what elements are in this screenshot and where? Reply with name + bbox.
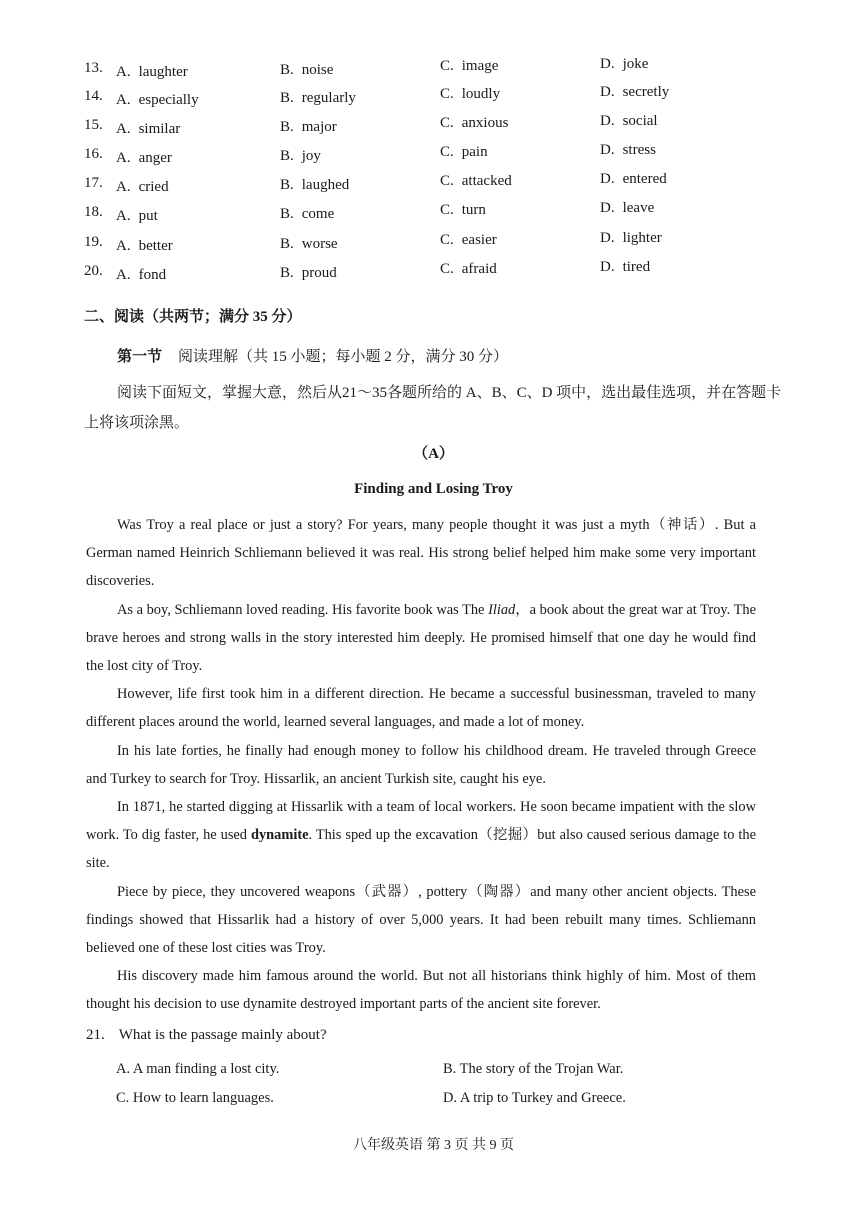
option-text: worse xyxy=(301,236,338,252)
paragraph-text: As a boy, Schliemann loved reading. His favorite book was The xyxy=(117,601,489,618)
option-text: loudly xyxy=(461,86,501,102)
option-c xyxy=(440,232,497,249)
question-number: 20. xyxy=(84,263,103,279)
question-number: 14. xyxy=(84,88,103,104)
option-b xyxy=(280,236,338,253)
option-row xyxy=(84,173,844,201)
option-text: put xyxy=(138,208,158,224)
option-text: stress xyxy=(622,142,656,158)
question-text: What is the passage mainly about? xyxy=(118,1027,327,1043)
option-text: cried xyxy=(138,179,169,195)
option-text: afraid xyxy=(461,261,497,277)
option-d xyxy=(600,84,669,101)
option-a xyxy=(116,121,180,138)
section-title: 二、阅读（共两节；满分 35 分） xyxy=(84,309,302,325)
passage-title: Finding and Losing Troy xyxy=(354,481,513,497)
option-letter: C. xyxy=(440,232,454,248)
option-a xyxy=(116,238,173,255)
option-a xyxy=(116,267,166,284)
option-letter: A. xyxy=(116,238,131,254)
option-text: anger xyxy=(138,150,172,166)
option-b: B. The story of the Trojan War. xyxy=(443,1061,624,1077)
option-c xyxy=(440,261,497,278)
option-row xyxy=(84,86,844,114)
option-d xyxy=(600,230,662,247)
option-text: fond xyxy=(138,267,167,283)
paragraph-text: ，a book about the great war at Troy. The brave heroes and strong walls in the story interested him deeply. He promised himself that one day he would find the lost city of Troy. xyxy=(86,601,757,675)
option-letter: B. xyxy=(280,119,294,135)
option-letter: D. xyxy=(600,230,615,246)
option-b xyxy=(280,265,337,282)
option-d xyxy=(600,56,648,73)
page-footer: 八年级英语 第 3 页 共 9 页 xyxy=(353,1138,514,1153)
option-b xyxy=(280,119,337,136)
passage-body xyxy=(86,511,756,1019)
option-text: similar xyxy=(138,121,181,137)
option-text: entered xyxy=(622,171,667,187)
option-letter: D. xyxy=(600,200,615,216)
option-d xyxy=(600,200,654,217)
option-row xyxy=(84,202,844,230)
option-text: attacked xyxy=(461,173,512,189)
option-text: proud xyxy=(301,265,337,281)
option-c xyxy=(440,173,512,190)
option-d xyxy=(600,142,656,159)
option-text: regularly xyxy=(301,90,356,106)
option-text: leave xyxy=(622,200,655,216)
option-b xyxy=(280,177,349,194)
subsection-label: 第一节 xyxy=(117,349,163,365)
option-letter: A. xyxy=(116,64,131,80)
book-title-iliad: Iliad xyxy=(488,601,516,618)
keyword-dynamite: dynamite xyxy=(250,827,309,844)
option-c xyxy=(440,86,500,103)
option-letter: B. xyxy=(280,206,294,222)
option-letter: A. xyxy=(116,267,131,283)
option-letter: B. xyxy=(280,62,294,78)
option-a xyxy=(116,64,188,81)
option-text: easier xyxy=(461,232,497,248)
option-letter: C. xyxy=(440,58,454,74)
option-text: secretly xyxy=(622,84,670,100)
subsection-description: 阅读理解（共 15 小题；每小题 2 分，满分 30 分） xyxy=(178,349,509,365)
question-number: 13. xyxy=(84,60,103,76)
option-a xyxy=(116,92,199,109)
passage-paragraph-7: His discovery made him famous around the world. But not all historians think highly of him. Most of them thought his decision to use dynamite destroyed important parts of the ancient site forever. xyxy=(86,968,756,1013)
option-text: come xyxy=(301,206,335,222)
passage-paragraph-6: Piece by piece, they uncovered weapons（武器）, pottery（陶器）and many other ancient objects. These findings showed that Hissarlik had a history of over 5,000 years. It had been rebuilt many times. Schliemann believed one of these lost cities was Troy. xyxy=(86,883,756,957)
option-letter: A. xyxy=(116,121,131,137)
option-letter: A. xyxy=(116,92,131,108)
paragraph-text: In 1871, he started digging at Hissarlik with a team of local workers. He soon became impatient with the slow work. To dig faster, he used xyxy=(86,799,756,844)
passage-paragraph-4: In his late forties, he finally had enough money to follow his childhood dream. He traveled through Greece and Turkey to search for Troy. Hissarlik, an ancient Turkish site, caught his eye. xyxy=(86,742,756,787)
option-letter: D. xyxy=(600,56,615,72)
option-a: A. A man finding a lost city. xyxy=(116,1061,280,1077)
option-letter: B. xyxy=(280,236,294,252)
option-letter: D. xyxy=(600,142,615,158)
option-row xyxy=(84,144,844,172)
question-number: 16. xyxy=(84,146,103,162)
option-c: C. How to learn languages. xyxy=(116,1090,274,1106)
passage-label: （A） xyxy=(413,446,454,462)
question-21-stem xyxy=(86,1027,327,1044)
passage-paragraph-5 xyxy=(86,793,756,878)
option-letter: D. xyxy=(600,113,615,129)
option-d xyxy=(600,171,667,188)
option-text: turn xyxy=(461,202,486,218)
option-text: joy xyxy=(301,148,321,164)
option-letter: B. xyxy=(280,90,294,106)
option-c xyxy=(440,115,508,132)
option-a xyxy=(116,208,158,225)
option-letter: D. xyxy=(600,259,615,275)
option-d xyxy=(600,113,658,130)
option-text: pain xyxy=(461,144,488,160)
option-letter: D. xyxy=(600,84,615,100)
option-letter: B. xyxy=(280,148,294,164)
option-row xyxy=(84,115,844,143)
option-text: joke xyxy=(622,56,649,72)
option-text: major xyxy=(301,119,337,135)
option-row xyxy=(84,261,844,289)
option-text: noise xyxy=(301,62,334,78)
option-text: anxious xyxy=(461,115,509,131)
option-letter: C. xyxy=(440,86,454,102)
option-letter: C. xyxy=(440,173,454,189)
option-letter: B. xyxy=(280,177,294,193)
option-text: lighter xyxy=(622,230,662,246)
option-c xyxy=(440,144,488,161)
question-number: 18. xyxy=(84,204,103,220)
option-a xyxy=(116,150,172,167)
option-text: laughed xyxy=(301,177,350,193)
passage-paragraph-3: However, life first took him in a different direction. He became a successful businessman, traveled to many different places around the world, learned several languages, and made a lot of money. xyxy=(86,686,756,731)
option-d: D. A trip to Turkey and Greece. xyxy=(443,1090,626,1106)
option-letter: C. xyxy=(440,261,454,277)
passage-paragraph-2 xyxy=(86,596,756,681)
option-text: better xyxy=(138,238,173,254)
option-row xyxy=(84,58,844,86)
question-number: 21. xyxy=(86,1027,105,1043)
option-c xyxy=(440,58,498,75)
question-number: 17. xyxy=(84,175,103,191)
option-text: social xyxy=(622,113,658,129)
option-letter: A. xyxy=(116,179,131,195)
option-letter: C. xyxy=(440,202,454,218)
option-text: image xyxy=(461,58,499,74)
option-b xyxy=(280,206,334,223)
option-text: laughter xyxy=(138,64,188,80)
option-b xyxy=(280,148,321,165)
option-b xyxy=(280,62,333,79)
option-a xyxy=(116,179,169,196)
option-letter: A. xyxy=(116,150,131,166)
paragraph-text: . This sped up the excavation（挖掘）but also caused serious damage to the site. xyxy=(86,827,756,872)
option-row xyxy=(84,232,844,260)
passage-paragraph-1: Was Troy a real place or just a story? For years, many people thought it was just a myth（神话）. But a German named Heinrich Schliemann believed it was real. His strong belief helped him make some very important discoveries. xyxy=(86,517,756,590)
option-c xyxy=(440,202,486,219)
option-letter: A. xyxy=(116,208,131,224)
option-letter: C. xyxy=(440,144,454,160)
question-number: 15. xyxy=(84,117,103,133)
subsection-title xyxy=(117,345,508,366)
option-text: especially xyxy=(138,92,199,108)
option-letter: B. xyxy=(280,265,294,281)
option-letter: C. xyxy=(440,115,454,131)
option-b xyxy=(280,90,356,107)
option-letter: D. xyxy=(600,171,615,187)
reading-instructions: 阅读下面短文，掌握大意，然后从21～35各题所给的 A、B、C、D 项中，选出最佳选项，并在答题卡上将该项涂黑。 xyxy=(84,385,782,431)
option-d xyxy=(600,259,650,276)
question-number: 19. xyxy=(84,234,103,250)
option-text: tired xyxy=(622,259,651,275)
